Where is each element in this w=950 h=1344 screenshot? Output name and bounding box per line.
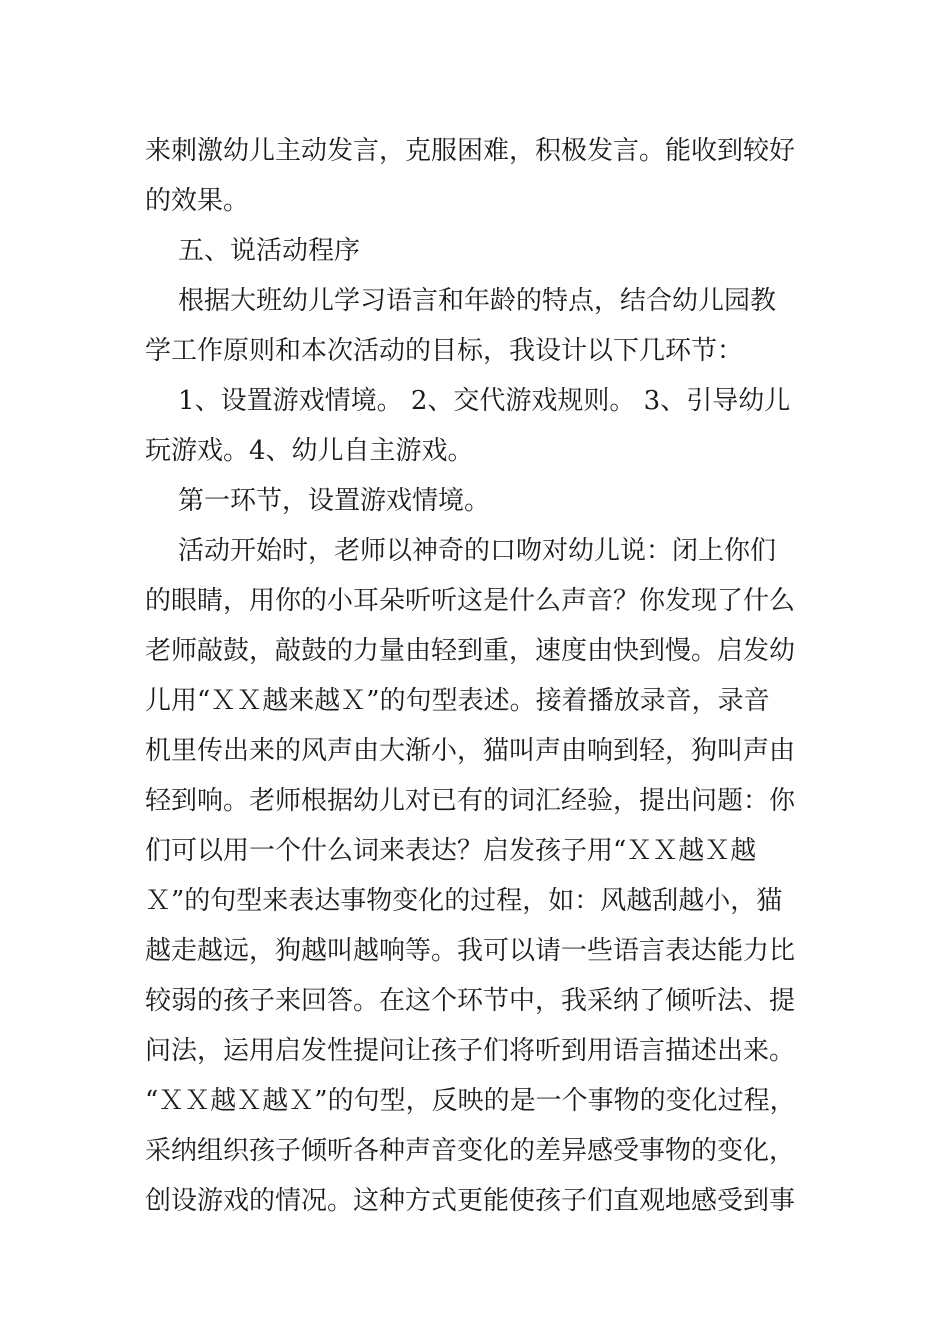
- text-line-5: 学工作原则和本次活动的目标，我设计以下几环节：: [145, 336, 744, 366]
- text-line-22: 创设游戏的情况。这种方式更能使孩子们直观地感受到事: [145, 1186, 796, 1216]
- text-line-15: 们可以用一个什么词来表达？启发孩子用“ＸＸ越Ｘ越: [145, 836, 757, 866]
- text-line-10: 的眼睛，用你的小耳朵听听这是什么声音？你发现了什么: [145, 586, 796, 616]
- text-line-6: 1、设置游戏情境。 2、交代游戏规则。 3、引导幼儿: [145, 386, 791, 416]
- text-line-20: “ＸＸ越Ｘ越Ｘ”的句型，反映的是一个事物的变化过程，: [145, 1086, 796, 1116]
- text-line-21: 采纳组织孩子倾听各种声音变化的差异感受事物的变化，: [145, 1136, 796, 1166]
- text-line-14: 轻到响。老师根据幼儿对已有的词汇经验，提出问题：你: [145, 786, 796, 816]
- text-line-17: 越走越远，狗越叫越响等。我可以请一些语言表达能力比: [145, 936, 796, 966]
- section-heading: 五、说活动程序: [145, 236, 361, 266]
- document-body: [145, 126, 825, 1226]
- text-line-13: 机里传出来的风声由大渐小，猫叫声由响到轻，狗叫声由: [145, 736, 796, 766]
- subsection-heading: 第一环节，设置游戏情境。: [145, 486, 491, 516]
- text-line-11: 老师敲鼓，敲鼓的力量由轻到重，速度由快到慢。启发幼: [145, 636, 796, 666]
- text-line-2: 的效果。: [145, 186, 250, 216]
- text-line-7: 玩游戏。4、幼儿自主游戏。: [145, 436, 474, 466]
- text-line-19: 问法，运用启发性提问让孩子们将听到用语言描述出来。: [145, 1036, 796, 1066]
- text-line-1: 来刺激幼儿主动发言，克服困难，积极发言。能收到较好: [145, 136, 796, 166]
- text-line-18: 较弱的孩子来回答。在这个环节中，我采纳了倾听法、提: [145, 986, 796, 1016]
- text-line-9: 活动开始时，老师以神奇的口吻对幼儿说：闭上你们: [145, 536, 777, 566]
- text-line-4: 根据大班幼儿学习语言和年龄的特点，结合幼儿园教: [145, 286, 777, 316]
- text-line-16: Ｘ”的句型来表达事物变化的过程，如：风越刮越小，猫: [145, 886, 783, 916]
- text-line-12: 儿用“ＸＸ越来越Ｘ”的句型表述。接着播放录音，录音: [145, 686, 770, 716]
